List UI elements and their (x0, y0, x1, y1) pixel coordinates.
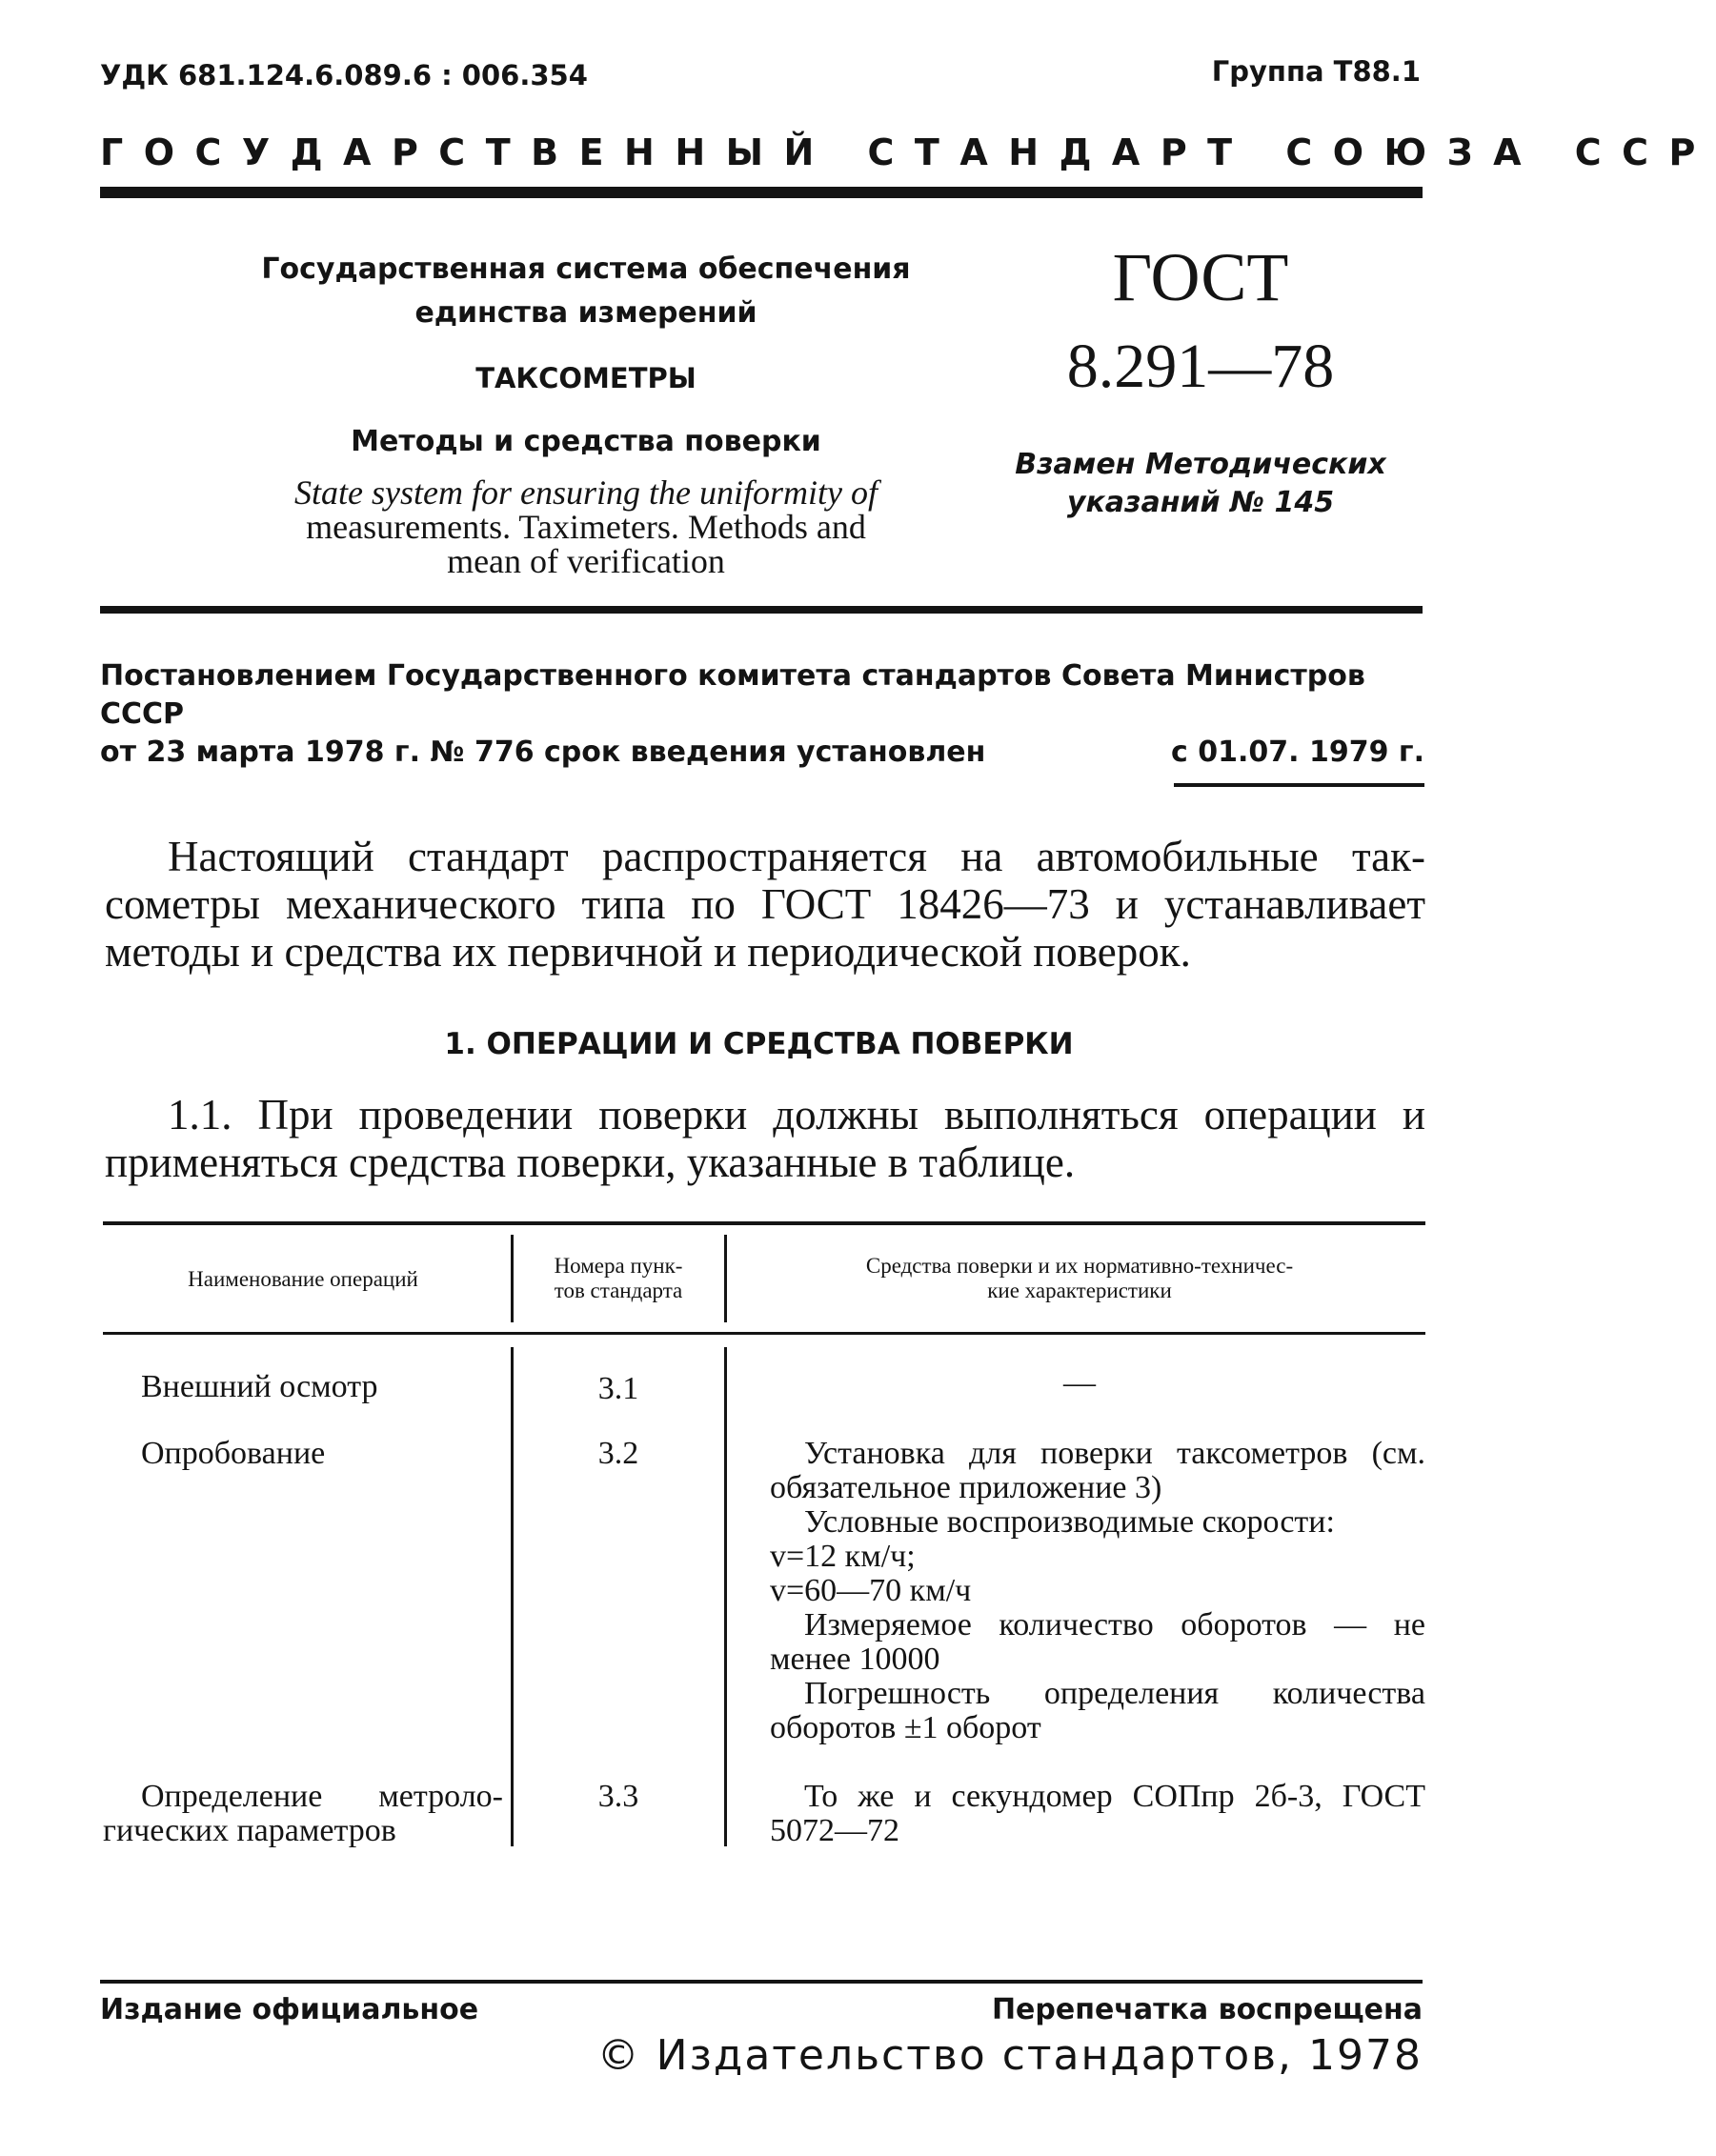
table-top-rule (103, 1221, 1425, 1225)
subject-title: ТАКСОМЕТРЫ (475, 362, 696, 394)
decree-line1: Постановлением Государственного комитета стандартов Совета Министров СССР (100, 659, 1365, 731)
edition-note: Издание официальное (100, 1993, 479, 2026)
row2-operation: Опробование (141, 1436, 326, 1471)
system-title-line1: Государственная система обеспечения (261, 252, 911, 286)
gost-number: 8.291—78 (1066, 332, 1335, 401)
gost-label: ГОСТ (1112, 239, 1289, 315)
english-title (219, 475, 953, 578)
footer-rule (100, 1980, 1423, 1984)
row2-tools-item: v=60—70 км/ч (770, 1573, 972, 1608)
row3-clause: 3.3 (597, 1779, 639, 1814)
row1-operation: Внешний осмотр (141, 1369, 378, 1404)
header-tools-line1: Средства поверки и их нормативно-техничес- (865, 1254, 1294, 1278)
row2-tools-item: Условные воспроизводимые скорости: (804, 1504, 1335, 1540)
header-tools-line2: кие характеристики (987, 1279, 1172, 1302)
system-title (219, 248, 953, 335)
title-block (219, 248, 953, 578)
row2-tools-item: Измеряемое количество оборотов — не менее 10000 (770, 1607, 1425, 1677)
system-title-line2: единства измерений (414, 296, 757, 330)
header-clause-line2: тов стандарта (554, 1279, 683, 1302)
gost-block (991, 236, 1410, 522)
table-header-rule (103, 1332, 1425, 1335)
intro-paragraph: Настоящий стандарт распространяется на автомобильные таксометры механического типа по ГОСТ 18426—73 и устанавливает методы и средства их первичной и периодической поверок. (105, 833, 1425, 976)
standard-banner: ГОСУДАРСТВЕННЫЙ СТАНДАРТ СОЮЗА ССР (100, 131, 1716, 173)
reprint-note: Перепечатка воспрещена (991, 1993, 1423, 2026)
english-title-line2: measurements. Taximeters. Methods and (306, 508, 866, 546)
table-col-divider (511, 1347, 514, 1846)
table-col-divider (511, 1235, 514, 1322)
english-title-line1: State system for ensuring the uniformity of (294, 474, 878, 512)
row2-clause: 3.2 (597, 1436, 639, 1471)
header-clause-line1: Номера пунк- (554, 1254, 683, 1278)
section-heading: 1. ОПЕРАЦИИ И СРЕДСТВА ПОВЕРКИ (444, 1027, 1074, 1061)
replaces-note (991, 446, 1410, 522)
decree-line2: от 23 марта 1978 г. № 776 срок введения установлен (100, 735, 986, 769)
date-underline (1174, 783, 1424, 787)
row1-tools: — (1063, 1365, 1096, 1400)
replaces-line1: Взамен Методических (1015, 448, 1386, 481)
introduction-date: с 01.07. 1979 г. (1171, 735, 1424, 769)
english-title-line3: mean of verification (447, 542, 725, 580)
middle-rule (100, 606, 1423, 614)
publisher-copyright: © Издательство стандартов, 1978 (596, 2031, 1423, 2080)
header-operation: Наименование операций (188, 1267, 418, 1291)
row2-tools-item: Погрешность определения количества оборотов ±1 оборот (770, 1676, 1425, 1745)
replaces-line2: указаний № 145 (1066, 486, 1335, 519)
row3-tools-item: То же и секундомер СОПпр 2б-3, ГОСТ 5072—72 (770, 1779, 1425, 1848)
row1-clause: 3.1 (597, 1371, 639, 1406)
row3-operation: Определение метрологических параметров (103, 1779, 503, 1848)
row3-tools (770, 1780, 1425, 1848)
row2-tools (770, 1437, 1425, 1745)
operations-table (103, 1221, 1425, 1862)
header-tools (734, 1254, 1425, 1303)
group-code: Группа Т88.1 (1211, 55, 1421, 88)
clause-1-1: 1.1. При проведении поверки должны выполняться операции и применяться средства поверки, указанные в таблице. (105, 1091, 1425, 1186)
row2-tools-item: v=12 км/ч; (770, 1539, 916, 1574)
row2-tools-item: Установка для поверки таксометров (см. обязательное приложение 3) (770, 1436, 1425, 1505)
table-col-divider (724, 1347, 727, 1846)
methods-title: Методы и средства поверки (351, 425, 821, 458)
top-rule (100, 187, 1423, 198)
header-clause (515, 1254, 722, 1303)
udk-code: УДК 681.124.6.089.6 : 006.354 (100, 59, 588, 91)
table-col-divider (724, 1235, 727, 1322)
